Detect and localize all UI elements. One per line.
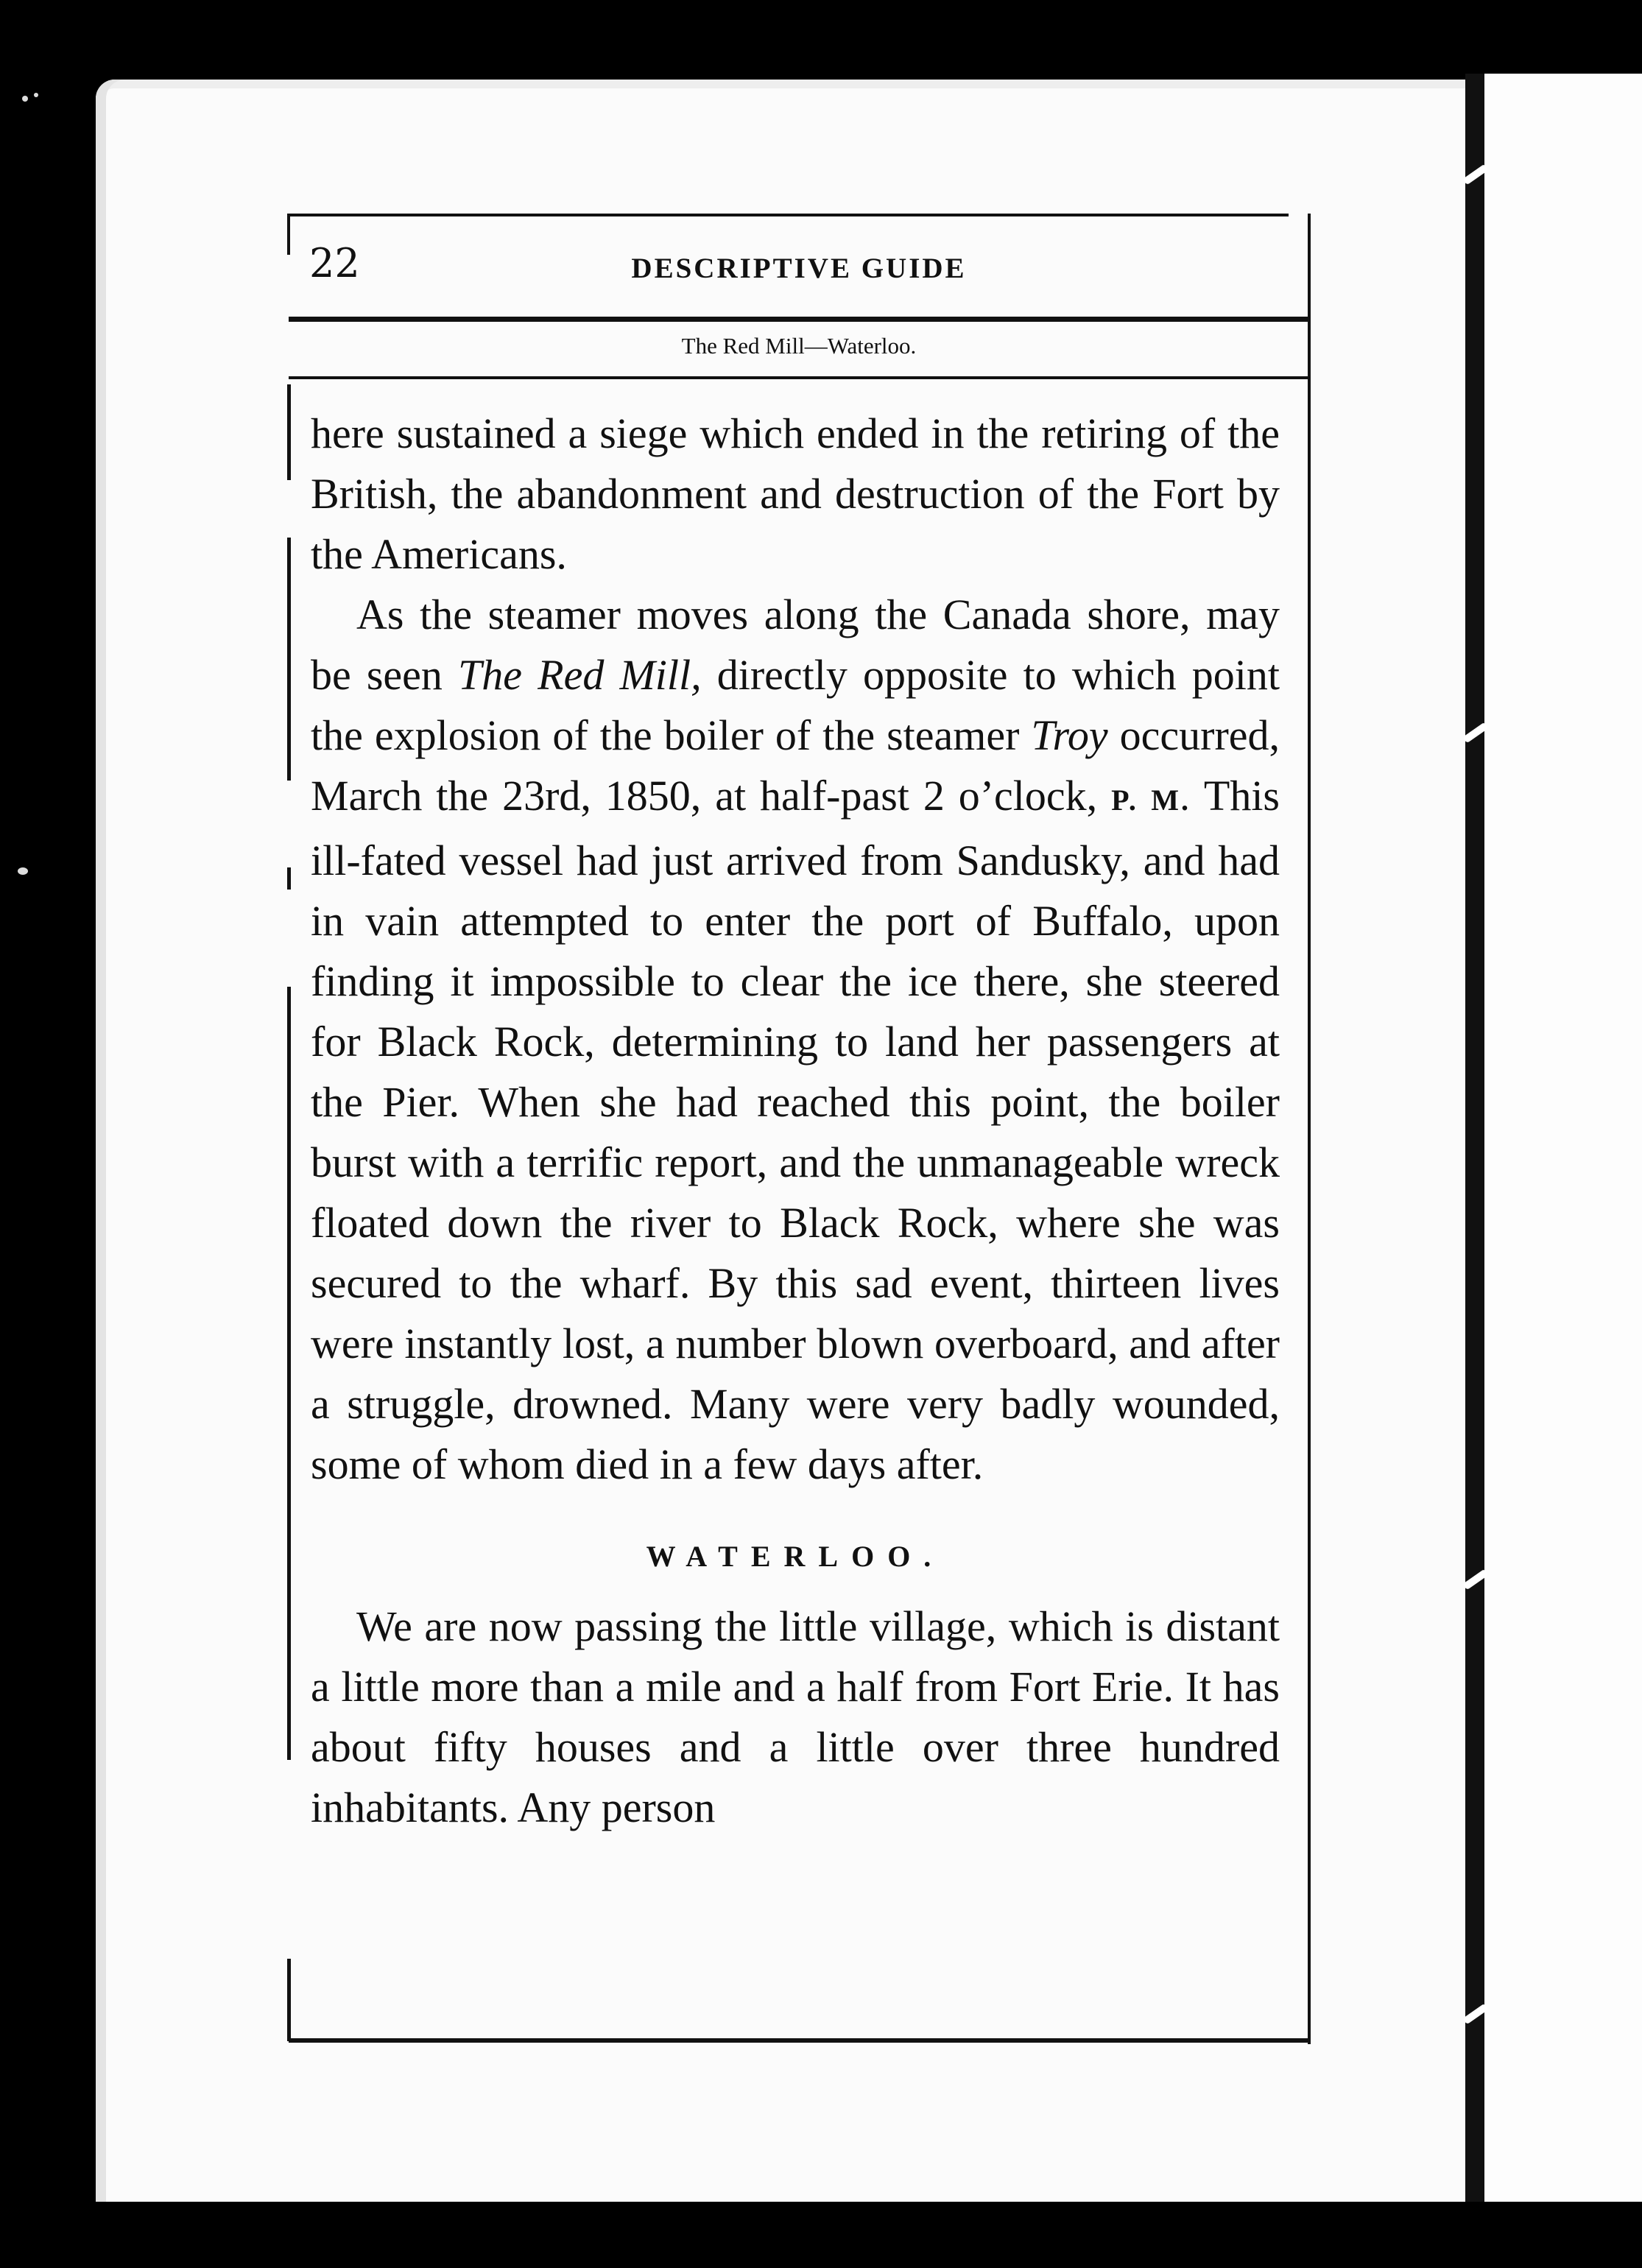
page-gutter <box>1465 74 1484 2202</box>
frame-left-rule <box>287 538 291 781</box>
running-title: DESCRIPTIVE GUIDE <box>631 253 967 284</box>
scan-speck <box>34 93 38 97</box>
section-heading: WATERLOO. <box>646 1540 945 1573</box>
italic-title: The Red Mill, <box>458 651 702 699</box>
small-caps-time: P. M. <box>1111 783 1191 817</box>
frame-left-rule <box>287 987 291 1760</box>
frame-top-rule <box>287 214 1289 216</box>
italic-vessel-name: Troy <box>1031 711 1108 759</box>
frame-left-rule <box>287 384 291 480</box>
frame-left-rule <box>287 1959 291 2041</box>
body-text <box>311 404 1280 1838</box>
subhead-rule <box>289 376 1309 379</box>
paragraph-text: As the steamer moves along the Canada shore, may be seen <box>311 591 1280 699</box>
scan-speck <box>18 867 28 875</box>
running-subhead: The Red Mill—Waterloo. <box>681 333 917 359</box>
paragraph: here sustained a siege which ended in the retiring of the British, the abandonment and destruction of the Fort by the Americans. <box>311 409 1280 578</box>
scan-speck <box>22 96 28 102</box>
frame-left-rule <box>287 214 290 255</box>
printed-frame <box>287 214 1311 2049</box>
paragraph <box>311 585 1280 1495</box>
next-page-edge <box>1484 74 1642 2202</box>
paragraph: We are now passing the little village, which is distant a little more than a mile and a half from Fort Erie. It has about fifty houses and a little over three hundred inhabitants. Any person <box>311 1602 1280 1831</box>
paragraph-text: occurred, March the 23rd, 1850, at half-past 2 o’clock, <box>311 711 1280 820</box>
page-number: 22 <box>309 240 360 286</box>
paragraph-text: directly opposite to which point the explosion of the boiler of the steamer <box>311 651 1280 759</box>
frame-bottom-rule <box>289 2038 1311 2043</box>
frame-left-rule <box>287 867 291 890</box>
paragraph-text: This ill-fated vessel had just arrived from Sandusky, and had in vain attempted to enter the port of Buffalo, upon finding it impossible to clear the ice there, she steered for Black Rock, determining to land her passengers at the Pier. When she had reached this point, the boiler burst with a terrific report, and the unmanageable wreck floated down the river to Black Rock, where she was secured to the wharf. By this sad event, thirteen lives were instantly lost, a number blown overboard, and after a struggle, drowned. Many were very badly wounded, some of whom died in a few days after. <box>311 772 1280 1488</box>
frame-right-rule <box>1308 214 1311 2044</box>
header-rule <box>289 317 1309 322</box>
